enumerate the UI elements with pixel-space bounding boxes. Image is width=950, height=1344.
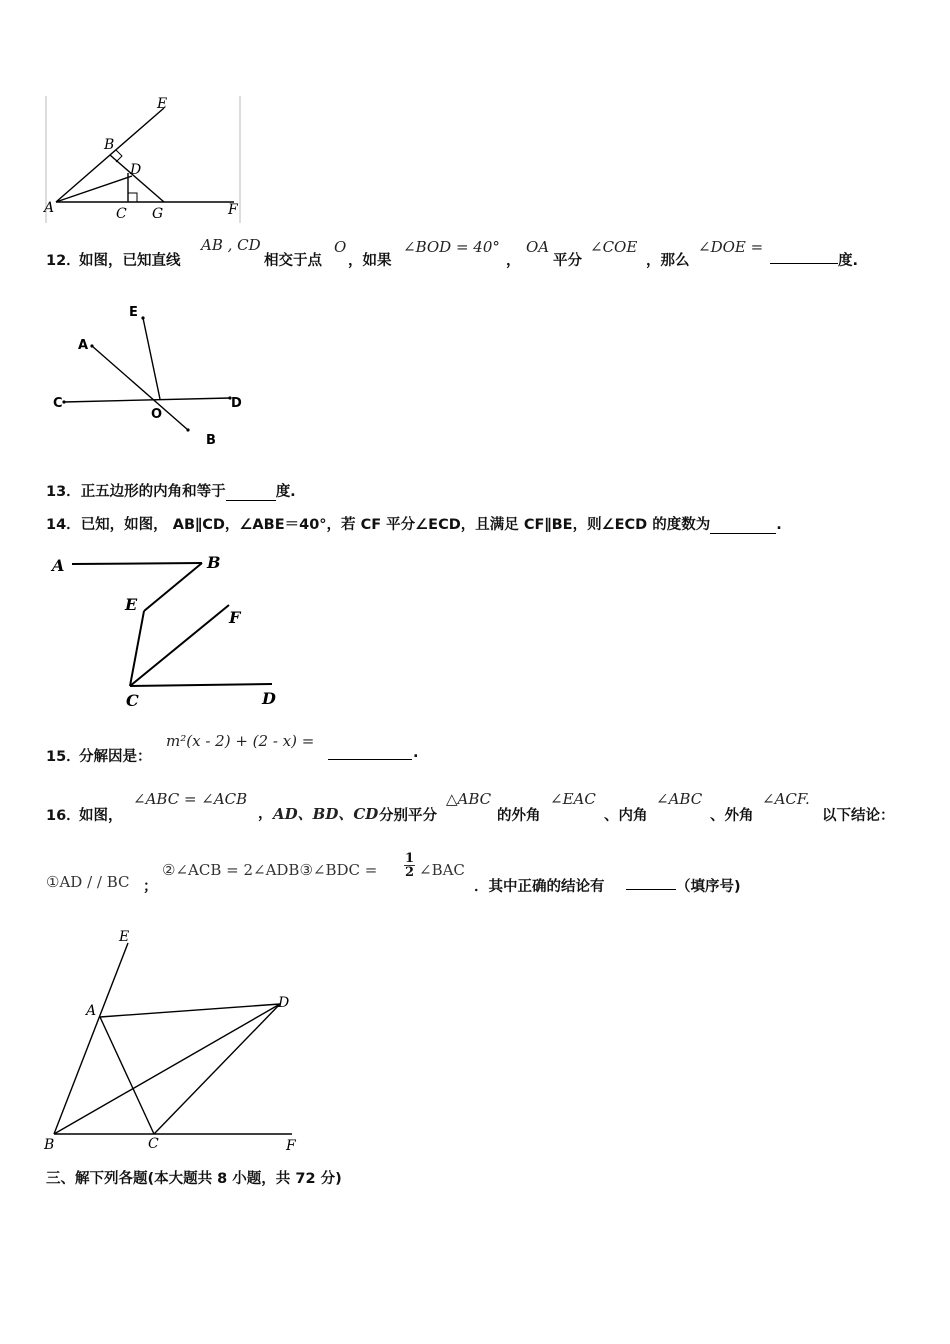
fig14-label-D: D	[262, 689, 276, 708]
q15-number: 15．	[46, 749, 81, 765]
q16-conclusion-3: ∠BAC	[419, 861, 465, 879]
q15-expression: m²(x - 2) + (2 - x) =	[166, 732, 315, 750]
fig12-label-C: C	[53, 396, 63, 411]
q12-math-coe: ∠COE	[590, 238, 638, 256]
q16-text-2: ，	[258, 806, 273, 822]
q12-math-doe: ∠DOE =	[698, 238, 764, 256]
q16-fraction-half	[404, 852, 415, 879]
section-3-heading: 三、解下列各题(本大题共 8 小题，共 72 分)	[46, 1171, 342, 1187]
q12-math-o: O	[334, 238, 347, 256]
fig14-label-A: A	[52, 556, 65, 575]
q16-text-8: 以下结论：	[822, 808, 895, 824]
question-13	[46, 480, 296, 501]
q12-text-3: ，如果	[348, 253, 392, 269]
figure-q12	[48, 300, 258, 450]
fig14-label-B: B	[207, 553, 221, 572]
q16-conclusion-2: ②∠ACB = 2∠ADB③∠BDC =	[162, 861, 378, 879]
fig11-label-G: G	[152, 206, 164, 222]
q12-math-bod: ∠BOD = 40°	[403, 238, 500, 256]
fig14-label-C: C	[126, 691, 139, 710]
q14-text-1: 已知，如图， AB∥CD，∠ABE＝40°，若 CF 平分∠ECD，且满足 CF∥BE，则∠ECD 的度数为	[80, 517, 711, 533]
fig16-label-D: D	[278, 995, 290, 1011]
q16-answer-blank[interactable]	[626, 875, 676, 890]
q12-text-6: ，那么	[646, 253, 690, 269]
q16-math-acf: ∠ACF.	[762, 790, 810, 808]
fig16-label-B: B	[44, 1137, 55, 1153]
fig12-label-A: A	[78, 338, 89, 353]
q16-frac-num: 1	[405, 851, 415, 866]
q15-text-2: .	[413, 745, 419, 761]
q12-text-7: 度.	[838, 253, 859, 269]
q16-conclusion-1: ①AD / / BC	[46, 873, 130, 891]
q16-text-1: 如图，	[79, 808, 123, 824]
q13-number: 13．	[46, 484, 81, 500]
q16-frac-den: 2	[405, 865, 415, 880]
q12-text-4: ，	[506, 253, 521, 269]
q16-math-abc: ∠ABC	[656, 790, 703, 808]
q16-math-triangle: △ABC	[446, 790, 492, 808]
q12-math-oa: OA	[526, 238, 550, 256]
q16-text-6: 、内角	[604, 808, 648, 824]
fig16-label-A: A	[86, 1003, 97, 1019]
q13-text-2: 度.	[275, 484, 296, 500]
fig11-label-E: E	[157, 96, 168, 112]
fig11-label-C: C	[116, 206, 127, 222]
q16-text-5: 的外角	[497, 808, 541, 824]
q16-text-10: （填序号)	[676, 879, 741, 895]
q14-number: 14．	[46, 517, 81, 533]
q13-text-1: 正五边形的内角和等于	[80, 484, 226, 500]
q16-math-abc-acb: ∠ABC = ∠ACB	[133, 790, 248, 808]
fig14-label-F: F	[229, 608, 241, 627]
fig11-label-D: D	[130, 162, 142, 178]
fig11-label-B: B	[104, 137, 115, 153]
q12-text-5: 平分	[553, 253, 582, 269]
fig12-label-E: E	[129, 305, 138, 320]
q15-answer-blank[interactable]	[328, 745, 412, 760]
fig12-label-O: O	[151, 407, 163, 422]
fig16-label-F: F	[286, 1138, 296, 1154]
q13-answer-blank[interactable]	[226, 486, 276, 501]
question-14	[46, 513, 782, 534]
fig12-label-D: D	[231, 396, 242, 411]
q16-separator: ；	[143, 879, 158, 895]
q12-number: 12．	[46, 253, 81, 269]
fig11-label-A: A	[44, 200, 55, 216]
q12-answer-blank[interactable]	[770, 249, 838, 264]
figure-q14	[46, 548, 296, 718]
fig12-label-B: B	[206, 433, 216, 448]
figure-q11	[42, 96, 247, 224]
q12-text-1: 如图，已知直线	[79, 253, 181, 269]
fig16-label-E: E	[119, 929, 130, 945]
q16-text-7: 、外角	[710, 808, 754, 824]
q16-text-4: 分别平分	[379, 808, 437, 824]
fig14-label-E: E	[125, 595, 138, 614]
fig11-label-F: F	[228, 202, 238, 218]
q16-math-eac: ∠EAC	[550, 790, 596, 808]
q15-text-1: 分解因是：	[79, 749, 152, 765]
q14-text-2: .	[776, 517, 782, 533]
q14-answer-blank[interactable]	[710, 519, 776, 534]
q12-math-ab-cd: AB , CD	[201, 236, 261, 254]
q12-text-2: 相交于点	[264, 253, 322, 269]
q16-number: 16．	[46, 808, 81, 824]
figure-q16	[42, 924, 307, 1156]
fig16-label-C: C	[148, 1136, 159, 1152]
q16-text-9: ．其中正确的结论有	[474, 879, 605, 895]
q16-ad-bd-cd: AD、BD、CD	[273, 805, 379, 823]
